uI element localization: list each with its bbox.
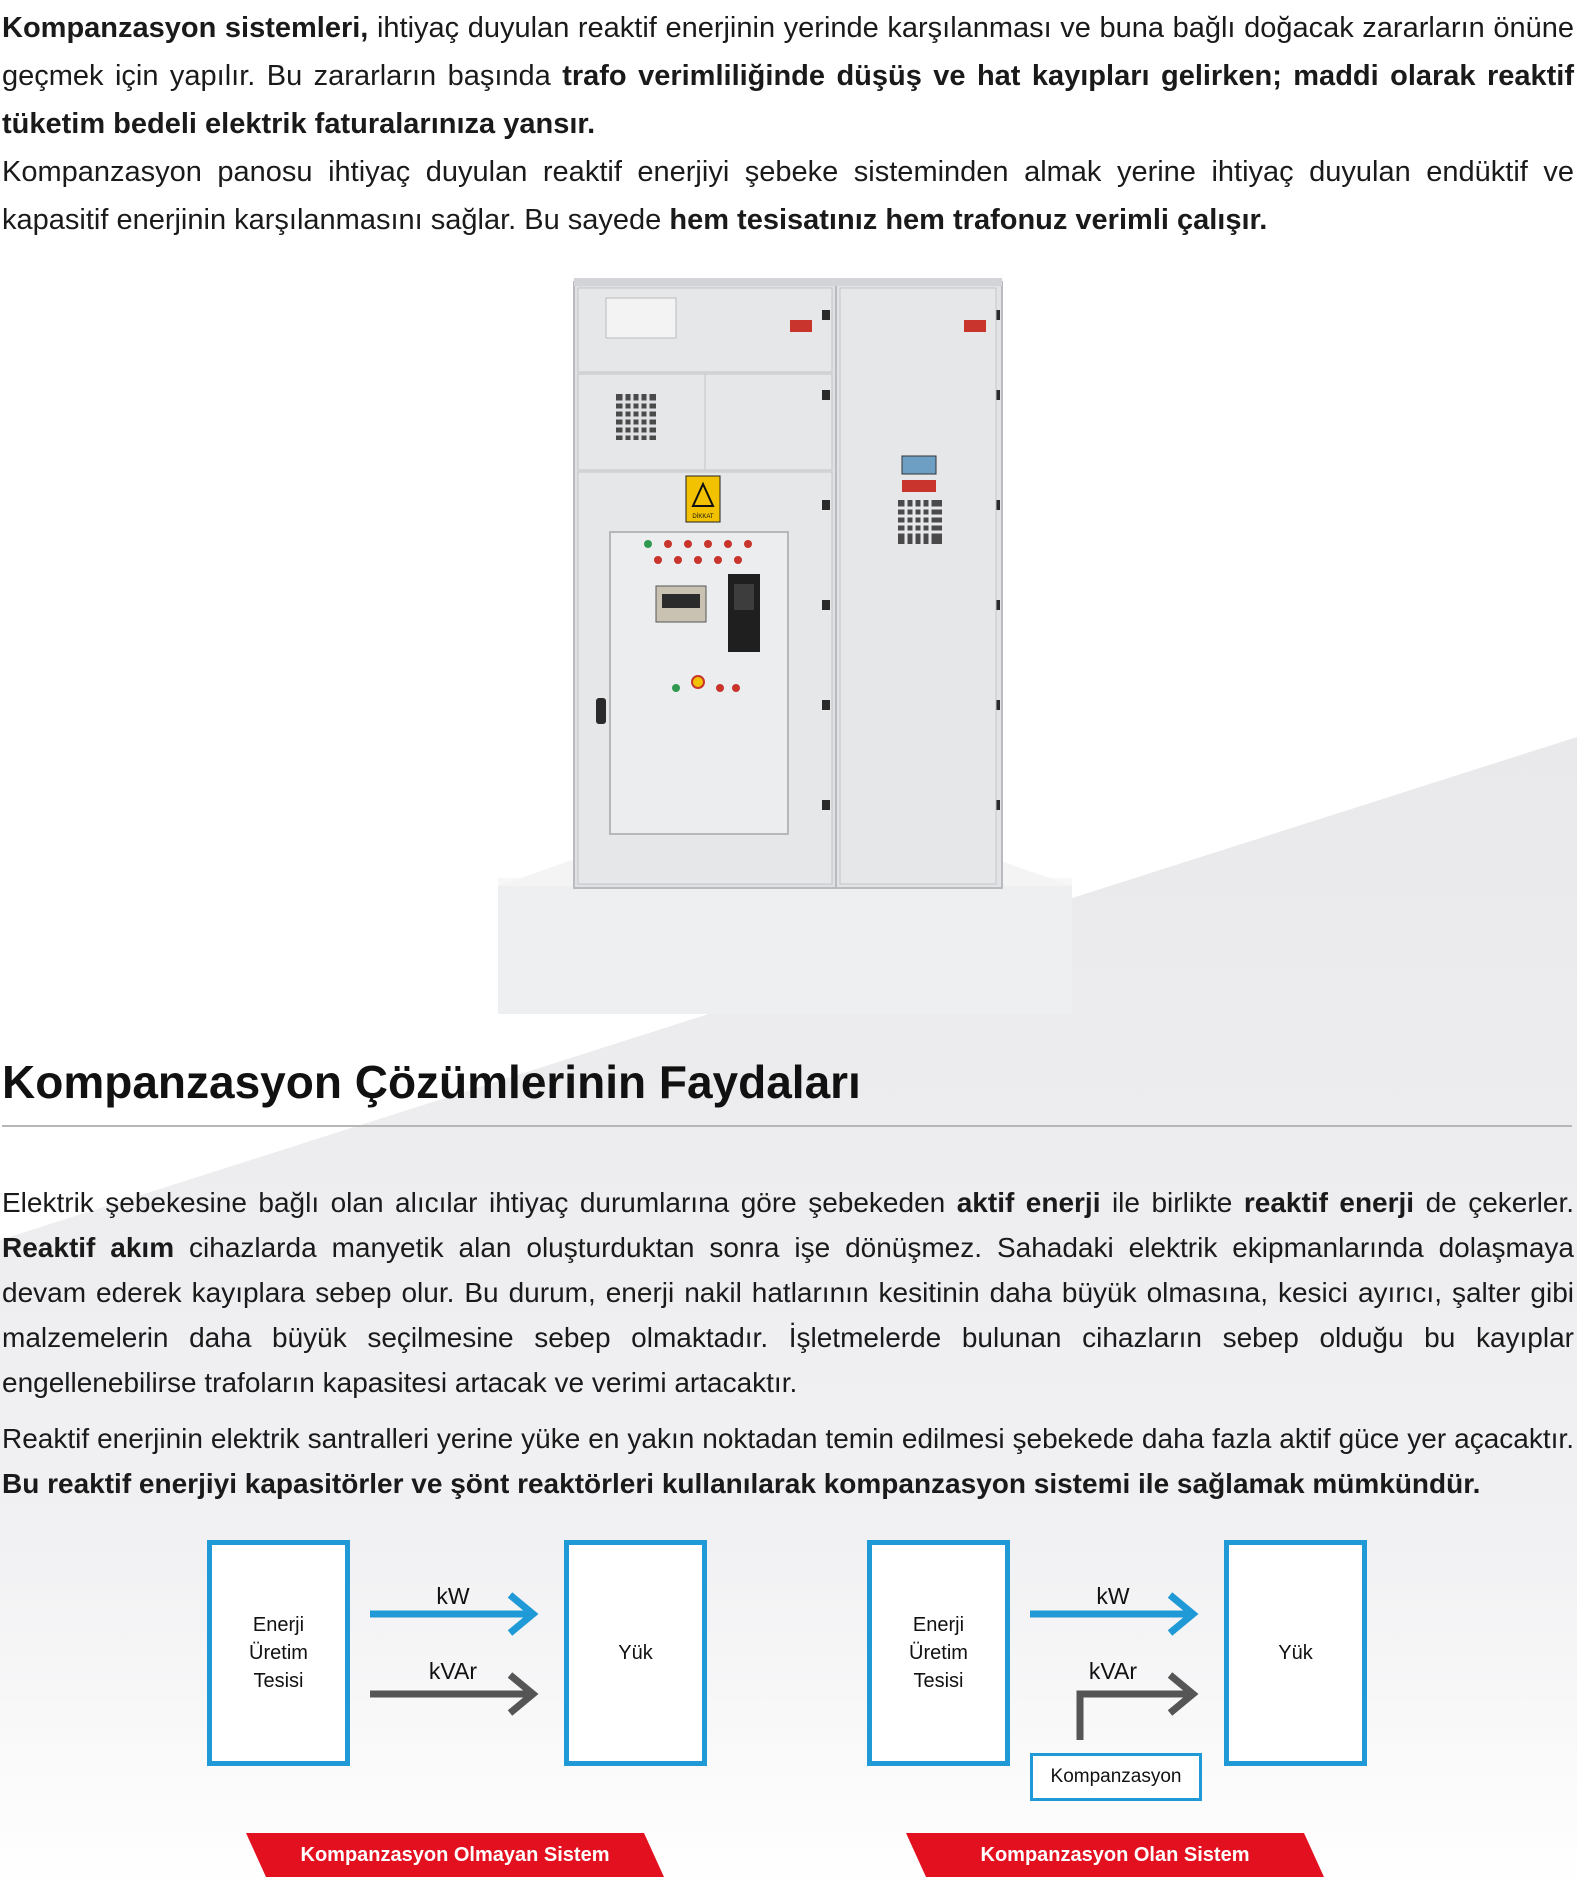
left-kw-label: kW (436, 1583, 470, 1609)
text-run: Reaktif enerjinin elektrik santralleri yerine yüke en yakın noktadan temin edilmesi şebekede daha fazla aktif güce yer açacaktır. (2, 1423, 1574, 1454)
left-kvar-label: kVAr (428, 1658, 478, 1684)
right-kvar-label: kVAr (1088, 1658, 1138, 1684)
text-run: ihtiyaç duyulan reaktif enerjinin yerinde karşılanması ve buna bağlı doğacak zararların önüne geçmek için yapılır. Bu zararların başında (2, 12, 1574, 92)
right-load-label: Yük (1278, 1642, 1313, 1664)
warning-label: DİKKAT (692, 514, 714, 520)
section-title: Kompanzasyon Çözümlerinin Faydaları (2, 1056, 861, 1108)
left-banner-label: Kompanzasyon Olmayan Sistem (300, 1844, 610, 1866)
text-run: aktif enerji (956, 1187, 1101, 1218)
text-run: ile birlikte (1100, 1187, 1244, 1218)
right-load-box (1224, 1540, 1367, 1766)
right-source-line-2: Üretim (909, 1642, 968, 1664)
left-source-line-2: Üretim (249, 1642, 308, 1664)
right-banner-label: Kompanzasyon Olan Sistem (980, 1844, 1250, 1866)
left-load-box (564, 1540, 707, 1766)
left-source-line-3: Tesisi (253, 1670, 304, 1692)
compensation-box (1030, 1753, 1202, 1801)
text-run: trafo verimliliğinde düşüş ve hat kayıpları gelirken; maddi olarak reaktif tüketim bedeli elektrik faturalarınıza yansır. (2, 60, 1575, 140)
text-run: de çekerler. (1414, 1187, 1575, 1218)
text-run: Kompanzasyon sistemleri, (2, 12, 369, 44)
compensation-label: Kompanzasyon (1050, 1766, 1182, 1787)
text-run: Kompanzasyon panosu ihtiyaç duyulan reaktif enerjiyi şebeke sisteminden almak yerine ihtiyaç duyulan endüktif ve kapasitif enerjinin karşılanmasını sağlar. Bu sayede (2, 156, 1574, 236)
text-run: Bu reaktif enerjiyi kapasitörler ve şönt reaktörleri kullanılarak kompanzasyon sistemi ile sağlamak mümkündür. (2, 1468, 1481, 1499)
text-run: Reaktif akım (2, 1232, 175, 1263)
text-run: cihazlarda manyetik alan oluşturduktan sonra işe dönüşmez. Sahadaki elektrik ekipmanlarında dolaşmaya devam ederek kayıplara sebep olur. Bu durum, enerji nakil hatlarının kesitinin daha büyük olmasına, kesici ayırıcı, şalter gibi malzemelerin daha büyük seçilmesine sebep olmaktadır. İşletmelerde bulunan cihazların sebep olduğu bu kayıplar engellenebilirse trafoların kapasitesi artacak ve verimi artacaktır. (2, 1232, 1574, 1398)
right-source-box (867, 1540, 1010, 1766)
text-run: Elektrik şebekesine bağlı olan alıcılar ihtiyaç durumlarına göre şebekeden (2, 1187, 957, 1218)
right-kw-label: kW (1096, 1583, 1130, 1609)
right-source-line-3: Tesisi (913, 1670, 964, 1692)
left-load-label: Yük (618, 1642, 653, 1664)
left-source-box (207, 1540, 350, 1766)
left-source-line-1: Enerji (252, 1614, 305, 1636)
text-run: hem tesisatınız hem trafonuz verimli çalışır. (669, 204, 1268, 236)
right-source-line-1: Enerji (912, 1614, 965, 1636)
text-run: reaktif enerji (1243, 1187, 1415, 1218)
